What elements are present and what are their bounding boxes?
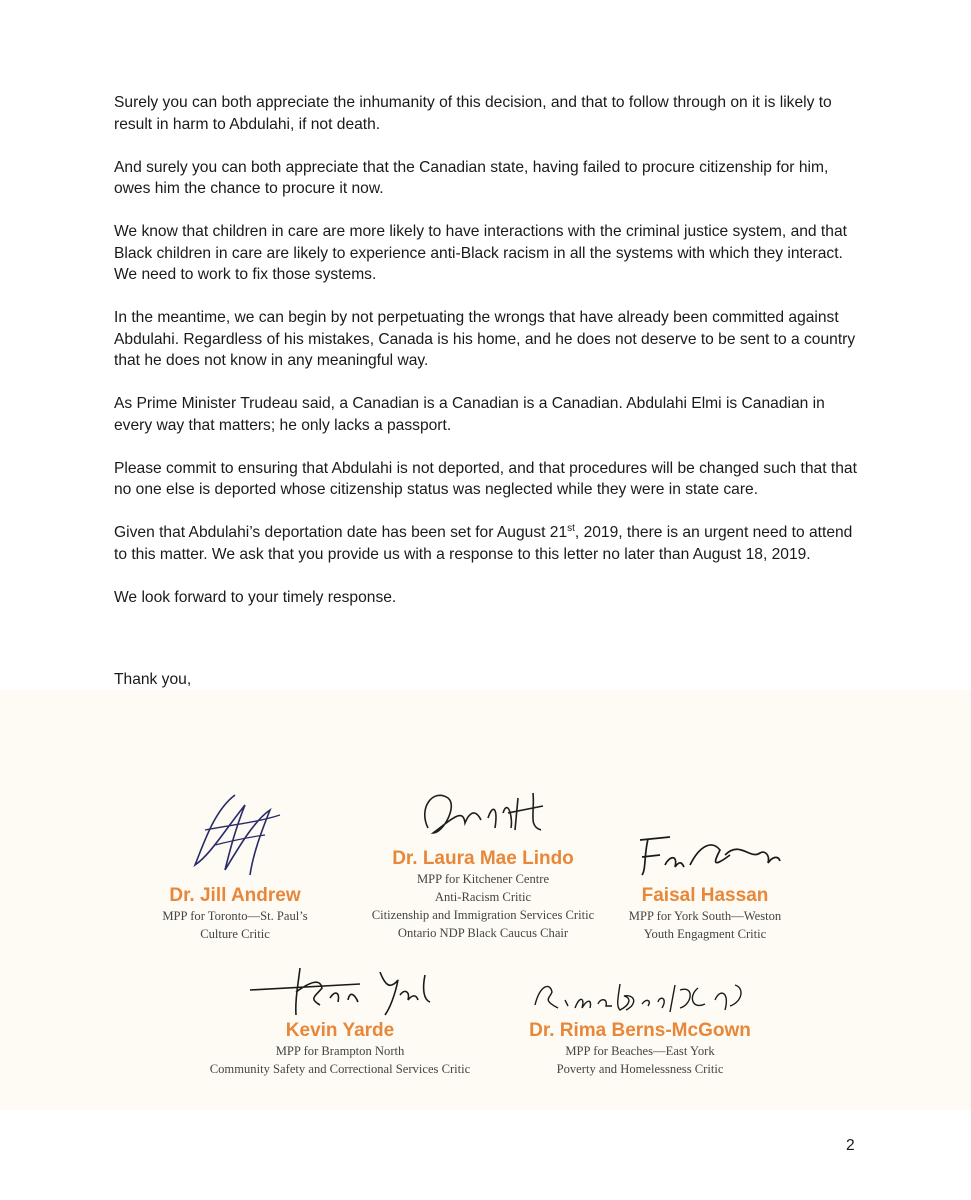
signatory-name: Faisal Hassan	[641, 885, 769, 906]
signatory-role: MPP for Kitchener Centre	[416, 872, 550, 886]
paragraph-inhumanity: Surely you can both appreciate the inhumanity of this decision, and that to follow through on it is likely to result in harm to Abdulahi, if not death.	[114, 94, 832, 133]
signatory-kevin-yarde	[185, 960, 495, 1078]
signatory-role: Youth Engagment Critic	[643, 927, 767, 941]
signatory-role: Culture Critic	[200, 927, 270, 941]
signatory-role: MPP for Beaches—East York	[565, 1044, 715, 1058]
signatory-role: MPP for York South—Weston	[628, 909, 782, 923]
signatory-name: Dr. Laura Mae Lindo	[392, 848, 574, 869]
signatory-jill-andrew	[130, 785, 340, 943]
paragraph-deadline	[114, 522, 864, 565]
sign-off: Thank you,	[114, 671, 192, 688]
signatory-faisal-hassan	[605, 825, 805, 943]
deadline-text-start: Given that Abdulahi’s deportation date has been set for August 21	[114, 524, 568, 541]
signatory-role: Community Safety and Correctional Services Critic	[209, 1062, 471, 1076]
signatory-role: MPP for Brampton North	[275, 1044, 405, 1058]
paragraph-trudeau-quote: As Prime Minister Trudeau said, a Canadian is a Canadian is a Canadian. Abdulahi Elmi is Canadian in every way that matters; he only lacks a passport.	[114, 395, 825, 434]
signatory-name: Dr. Jill Andrew	[169, 885, 301, 906]
paragraph-closing: We look forward to your timely response.	[114, 588, 397, 606]
signatory-role: Poverty and Homelessness Critic	[556, 1062, 724, 1076]
signatory-rima-berns-mcgown	[495, 970, 785, 1078]
signature-jill-andrew	[175, 785, 295, 885]
signatory-name: Dr. Rima Berns-McGown	[529, 1020, 751, 1041]
paragraph-children-in-care: We know that children in care are more likely to have interactions with the criminal justice system, and that Black children in care are likely to experience anti-Black racism in all the systems with which they interact. We need to work to fix those systems.	[114, 223, 847, 283]
signature-rima-berns-mcgown	[520, 970, 760, 1020]
signatory-name: Kevin Yarde	[285, 1020, 395, 1041]
signature-faisal-hassan	[620, 825, 790, 885]
signatory-role: MPP for Toronto—St. Paul’s	[162, 909, 308, 923]
signature-section	[0, 690, 971, 1110]
signature-laura-mae-lindo	[403, 778, 563, 848]
signature-kevin-yarde	[240, 960, 440, 1020]
letter-body	[114, 92, 864, 630]
paragraph-canadian-state: And surely you can both appreciate that the Canadian state, having failed to procure citizenship for him, owes him the chance to procure it now.	[114, 158, 829, 197]
signatory-laura-mae-lindo	[333, 778, 633, 942]
deadline-text-end: , 2019, there is an urgent need to attend to this matter. We ask that you provide us with a response to this letter no later than August 18, 2019.	[114, 524, 853, 563]
signatory-role: Anti-Racism Critic	[434, 890, 532, 904]
deadline-ordinal-suffix: st	[567, 522, 575, 534]
paragraph-meantime: In the meantime, we can begin by not perpetuating the wrongs that have already been committed against Abdulahi. Regardless of his mistakes, Canada is his home, and he does not deserve to be sent to a country that he does not know in any meaningful way.	[114, 309, 856, 369]
signatory-role: Ontario NDP Black Caucus Chair	[397, 926, 569, 940]
page-number: 2	[846, 1137, 855, 1154]
paragraph-commit: Please commit to ensuring that Abdulahi is not deported, and that procedures will be changed such that that no one else is deported whose citizenship status was neglected while they were in state care.	[114, 459, 857, 498]
signatory-role: Citizenship and Immigration Services Critic	[371, 908, 595, 922]
